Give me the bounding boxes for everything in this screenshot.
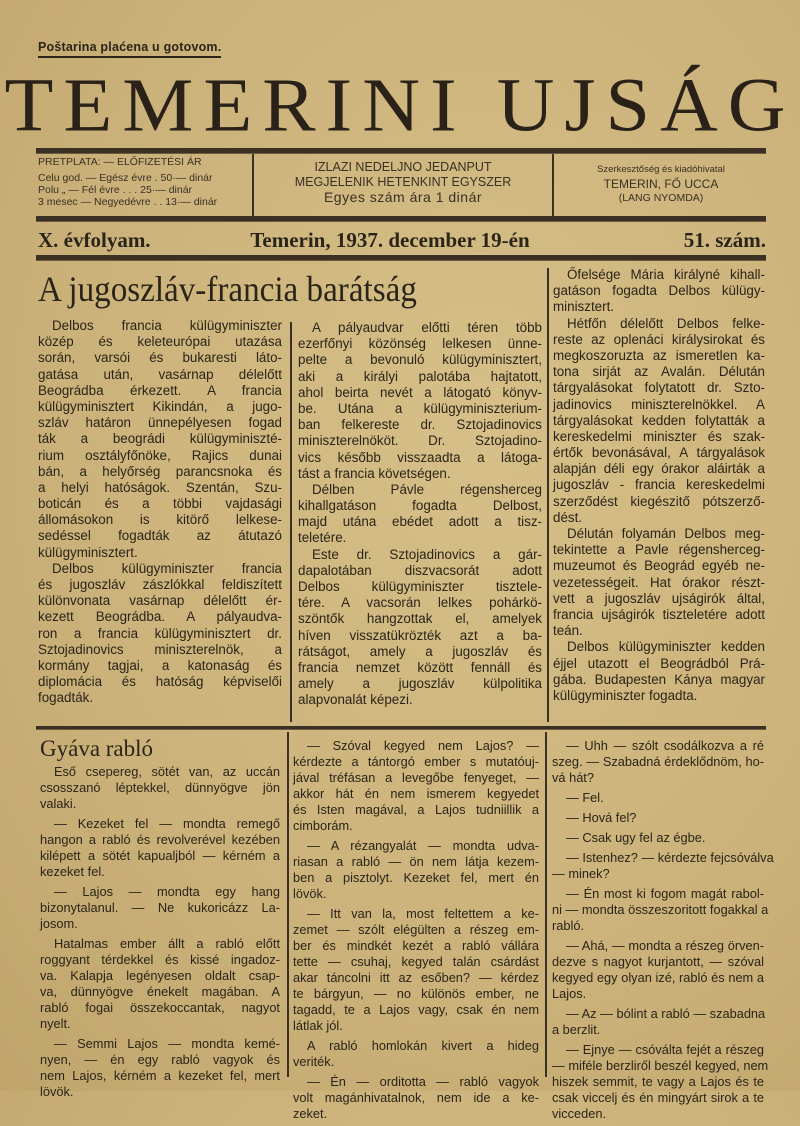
text-line: va, dünnyögve énekelt magában. A [40,984,280,999]
text-line: Őfelsége Mária királyné kihall- [567,267,765,282]
dateline: Temerin, 1937. december 19-én [250,228,530,252]
paragraph [552,850,774,882]
text-line: szöntők hangzottak el, amelyek [298,611,542,627]
subscription-row: Celu god. — Egész évre . 50·— dinár [38,172,213,184]
text-line: ban felkereste dr. Sztojadinovics [298,417,542,433]
text-line: bán, a helyőrség parancsnoka és [38,463,282,479]
paragraph [553,639,765,704]
story-column-2 [293,738,539,1126]
text-line: híven visszatükrözték azt a ba- [298,627,542,643]
text-line: akkor hát én nem ismerem kegyedet [293,786,539,801]
paragraph [38,318,282,561]
paragraph [293,738,539,834]
text-line: hiszek semmit, te vagy a Lajos és te [552,1074,764,1089]
text-line: valaki. [40,796,77,811]
column-divider [290,322,292,722]
text-line: Delbos külügyminiszter tisztele- [298,579,542,594]
text-line: miniszterelnököt. Dr. Sztojadino- [298,433,542,449]
paragraph [293,906,539,1034]
text-line: a berzlit. [552,1022,601,1037]
text-line: és Isten magával, a Lajos tudniillik a [293,802,539,817]
text-line: — Szóval kegyed nem Lajos? — [307,738,539,753]
text-line: tona sirját az Avalán. Délután [553,364,765,380]
paragraph [293,838,539,902]
text-line: gába. Budapesten Kánya magyar [553,671,765,687]
paragraph [40,764,280,812]
text-line: kezeket fel. [40,864,105,879]
article-column-3 [553,267,765,704]
paragraph [553,267,765,316]
text-line: csosszanó léptekkel, dünnyögve jön [40,780,280,795]
text-line: alapján déli egy órakor aláirták a [553,461,765,477]
paragraph [552,886,769,934]
office-label: Szerkesztőség és kiadóhivatal [597,164,725,175]
text-line: ezerfőnyi közönség lelkesen ünne- [298,336,542,352]
divider [36,216,766,222]
story-column-3 [552,738,774,1126]
subscription-row: 3 mesec — Negyedévre . . 13·— dinár [38,196,218,208]
text-line: Delbos külügyminiszter kedden [567,639,765,655]
text-line: muzeumot és Beográd egyéb ne- [553,558,765,574]
text-line: roggyant térdekkel és kissé ingadoz- [40,952,280,967]
text-line: tárgyalásokat kedden folytatták a [553,412,765,428]
text-line: A pályaudvar előtti téren több [312,320,542,335]
text-line: — Hová fel? [566,810,637,825]
text-line: Beográdba érkezett. A francia [38,382,282,398]
text-line: jával tréfásan a levegőbe fenyeget, — [293,770,539,785]
text-line: — Kezeket fel — mondta remegő [54,816,280,831]
text-line: — Én — orditotta — rabló vagyok [307,1074,539,1089]
text-line: gatáson fogadta Delbos külügy- [553,283,765,299]
text-line: — Istenhez? — kérdezte fejcsóválva [566,850,774,865]
story-title: Gyáva rabló [40,736,154,761]
divider [36,255,766,261]
text-line: kegyed egy olyan izé, rabló és nem a [552,970,764,985]
text-line: cimborám. [293,818,353,833]
paragraph [40,816,280,880]
text-line: A rabló homlokán kivert a hideg [307,1038,539,1053]
text-line: állomásokon is kitörő lelkese- [38,512,282,528]
text-line: tást a francia követségen. [298,465,451,481]
text-line: kilépett a sötét kapualjból — kérném a [40,848,280,863]
divider [252,154,254,216]
subscription-heading: PRETPLATA: — ELŐFIZETÉSI ÁR [38,156,202,168]
text-line: francia ujságirók tiszteletére adott [553,606,765,622]
office-printer: (LANG NYOMDA) [618,192,704,204]
text-line: teán. [553,623,583,639]
text-line: vics később visszaadta a látoga- [298,449,542,465]
text-line: ber és mindkét kezét a rabló vállára [293,938,539,953]
text-line: kérdezte a tántorgó ember s mutatóuj- [293,754,539,769]
text-line: jadinovics miniszterelnökkel. A [553,396,765,412]
column-divider [545,732,547,1077]
text-line: — Az — bólint a rabló — szabadna [566,1006,766,1021]
article-headline: A jugoszláv-francia barátság [38,269,417,309]
paragraph [40,884,280,932]
divider [552,154,554,216]
text-line: amely a jugoszláv külpolitika [298,676,542,692]
issue-number: 51. szám. [683,228,766,252]
paragraph [552,1006,764,1038]
text-line: dapalotában diszvacsorát adott [298,562,542,578]
text-line: sedéssel fogadták az átutazó [38,528,282,544]
text-line: kereskedelmi miniszter és szak- [553,428,765,444]
text-line: szláv határon ünnepélyesen fogad [38,415,282,431]
text-line: tette — csuhaj, kegyed talán csárdást [293,954,539,969]
price-line: Egyes szám ára 1 dinár [323,189,483,205]
text-line: vicceden. [552,1106,607,1121]
text-line: éjjel utazott el Beográdból Prá- [553,655,765,671]
text-line: rátságot, amely a jugoszláv és [298,643,542,659]
text-line: csak viccelj és én mingyárt sirok a te [552,1090,764,1105]
text-line: teletére. [298,530,347,546]
text-line: — Fel. [566,790,604,805]
text-line: nem Lajos, kérném a kezeket fel, mert [40,1068,280,1083]
text-line: kezett Beográdba. A pályaudva- [38,609,282,625]
text-line: be. Utána a külügyminiszterium- [298,400,542,416]
article-column-2 [298,320,542,709]
paragraph [298,547,542,709]
paragraph [552,738,764,786]
text-line: tekintette a Pavle régensherceg- [553,542,765,558]
text-line: rium osztályfőnöke, Rajics dunai [38,447,282,463]
text-line: volt magánhivatalnok, nem ide a ke- [293,1090,539,1105]
paragraph [293,1074,539,1122]
text-line: boticán és a többi vajdasági [38,496,282,512]
text-line: megkoszoruzta az ismeretlen ka- [553,347,765,363]
text-line: jugoszláv - francia kereskedelmi [553,477,765,493]
paragraph [553,526,765,639]
text-line: aki a királyi palotába hajtatott, [298,368,542,384]
column-divider [287,732,289,1077]
text-line: diplomácia és hatóság képviselői [38,674,282,690]
office-box [556,164,766,204]
text-line: különvonata vasárnap délelőtt ér- [38,593,282,609]
paragraph [293,1038,539,1070]
text-line: gatása után, vasárnap délelőtt [38,366,282,382]
text-line: vá hát? [552,770,594,785]
paragraph [298,320,542,482]
text-line: nyen, — én egy rabló vagyok és [40,1052,280,1067]
text-line: kihallgatáson fogadta Delbost, [298,498,542,514]
office-address: TEMERIN, FŐ UCCA [603,177,719,191]
story-column-1 [40,764,280,1104]
text-line: dést. [553,509,583,525]
paragraph [552,830,764,846]
text-line: — Csak ugy fel az égbe. [566,830,706,845]
text-line: zemet — szólt elégülten a részeg em- [293,922,539,937]
text-line: tárgyalásokat folytatott dr. Szto- [553,380,765,396]
text-line: — Semmi Lajos — mondta kemé- [54,1036,280,1051]
publication-box [256,160,550,205]
text-line: akar táncolni itt az esőben? — kérdez [293,970,539,985]
text-line: külügyminisztert Kikindán, a jugo- [38,398,282,414]
text-line: zeket. [293,1106,328,1121]
text-line: Delbos francia külügyminiszter [52,318,282,333]
text-line: értők bevonásával, A tárgyalások [553,445,765,461]
text-line: — Ejnye — csóválta fejét a részeg [566,1042,764,1057]
text-line: bizonytalanul. — Ne kukoricázz La- [40,900,280,915]
text-line: lövök. [40,1084,74,1099]
text-line: Sztojadinovics miniszterelnök, a [38,641,282,657]
text-line: pelte a bevonuló külügyminisztert, [298,352,542,368]
text-line: során, varsói és bukaresti láto- [38,350,282,366]
paragraph [553,316,765,526]
text-line: szerződést kiegészitő pótszerző- [553,493,765,509]
newspaper-title: TEMERINI UJSÁG [4,64,796,148]
text-line: lövök. [293,886,327,901]
text-line: — Itt van la, most feltettem a ke- [307,906,539,921]
text-line: Eső csepereg, sötét van, az uccán [54,764,280,779]
text-line: riasan a rabló — ön nem látja kezem- [293,854,539,869]
text-line: fogadták. [38,690,94,706]
text-line: veriték. [293,1054,335,1069]
text-line: — Uhh — szólt csodálkozva a ré [566,738,764,753]
text-line: ahol beirta nevét a látogató könyv- [298,384,542,400]
text-line: josom. [40,916,78,931]
text-line: külügyminiszter fogadta. [553,687,698,703]
text-line: szeg. — Szabadná érdeklődnöm, ho- [552,754,764,769]
text-line: ron a francia külügyminisztert dr. [38,625,282,641]
text-line: rabló fogai összekoccantak, nagyot [40,1000,280,1015]
text-line: — minek? [552,866,610,881]
text-line: alapvonalát képezi. [298,692,413,708]
text-line: Este dr. Sztojadinovics a gár- [312,546,542,562]
paragraph [298,482,542,547]
text-line: közép és keleteurópai utazása [38,334,282,350]
text-line: Lajos. [552,986,587,1001]
paragraph [552,938,764,1002]
text-line: minisztert. [553,299,615,315]
text-line: francia nemzet között fennáll és [298,659,542,675]
paragraph [552,790,764,806]
text-line: reste az oplenáci királysirokat és [553,331,765,347]
text-line: va. Kalapja legényesen oldalt csap- [40,968,280,983]
text-line: a helyi hatóságok. Szentán, Szu- [38,479,282,495]
text-line: vezetességeit. Hat órakor részt- [553,574,765,590]
text-line: Hétfőn délelőtt Delbos felke- [567,315,765,331]
text-line: nyelt. [40,1016,71,1031]
text-line: majd utána ebédet adott a tisz- [298,514,542,530]
text-line: ni — mondta összeszoritott fogakkal a [552,902,769,917]
paragraph [40,1036,280,1100]
paragraph [552,810,764,826]
text-line: ták a beográdi külügyminiszté- [38,431,282,447]
subscription-box [38,156,248,208]
text-line: hangon a rabló és revolverével kezében [40,832,280,847]
paragraph [40,936,280,1032]
text-line: Delbos külügyminiszter francia [52,560,282,576]
publication-line: IZLAZI NEDELJNO JEDANPUT [314,160,492,174]
text-line: Délben Pávle régensherceg [312,481,542,497]
volume: X. évfolyam. [38,228,151,252]
divider [36,726,766,730]
text-line: rabló. [552,918,585,933]
divider [36,148,766,154]
text-line: tére. A vacsorán lelkes pohárkö- [298,595,542,611]
subscription-row: Polu „ — Fél évre . . . 25·— dinár [38,184,193,196]
text-line: — Lajos — mondta egy hang [54,884,280,899]
paragraph [552,1042,769,1122]
text-line: kormány tagjai, a katonaság és [38,657,282,673]
text-line: ben a pisztolyt. Kezeket fel, mert én [293,870,539,885]
text-line: tagadd, te a Lajos vagy, csak én nem [293,1002,539,1017]
text-line: vett a jugoszláv ujságirók által, [553,590,765,606]
paragraph [38,561,282,707]
text-line: Délután folyamán Delbos meg- [567,526,765,541]
text-line: te bárgyun, — no különös ember, ne [293,986,539,1001]
article-column-1 [38,318,282,707]
text-line: Hatalmas ember állt a rabló előtt [54,936,280,951]
postal-note: Poštarina plaćena u gotovom. [38,40,221,58]
column-divider [547,268,549,722]
publication-line: MEGJELENIK HETENKINT EGYSZER [294,175,512,189]
text-line: dezve s nagyot kurjantott, — szóval [552,954,764,969]
text-line: — miféle berzliről beszél kegyed, nem [552,1058,769,1073]
text-line: külügyminisztert. [38,544,138,560]
text-line: — A rézangyalát — mondta udva- [307,838,539,853]
text-line: — Ahá, — mondta a részeg örven- [566,938,764,953]
text-line: látlak jól. [293,1018,343,1033]
text-line: és jugoszláv zászlókkal feldiszített [38,577,282,592]
text-line: — Én most ki fogom magát rabol- [566,886,764,901]
